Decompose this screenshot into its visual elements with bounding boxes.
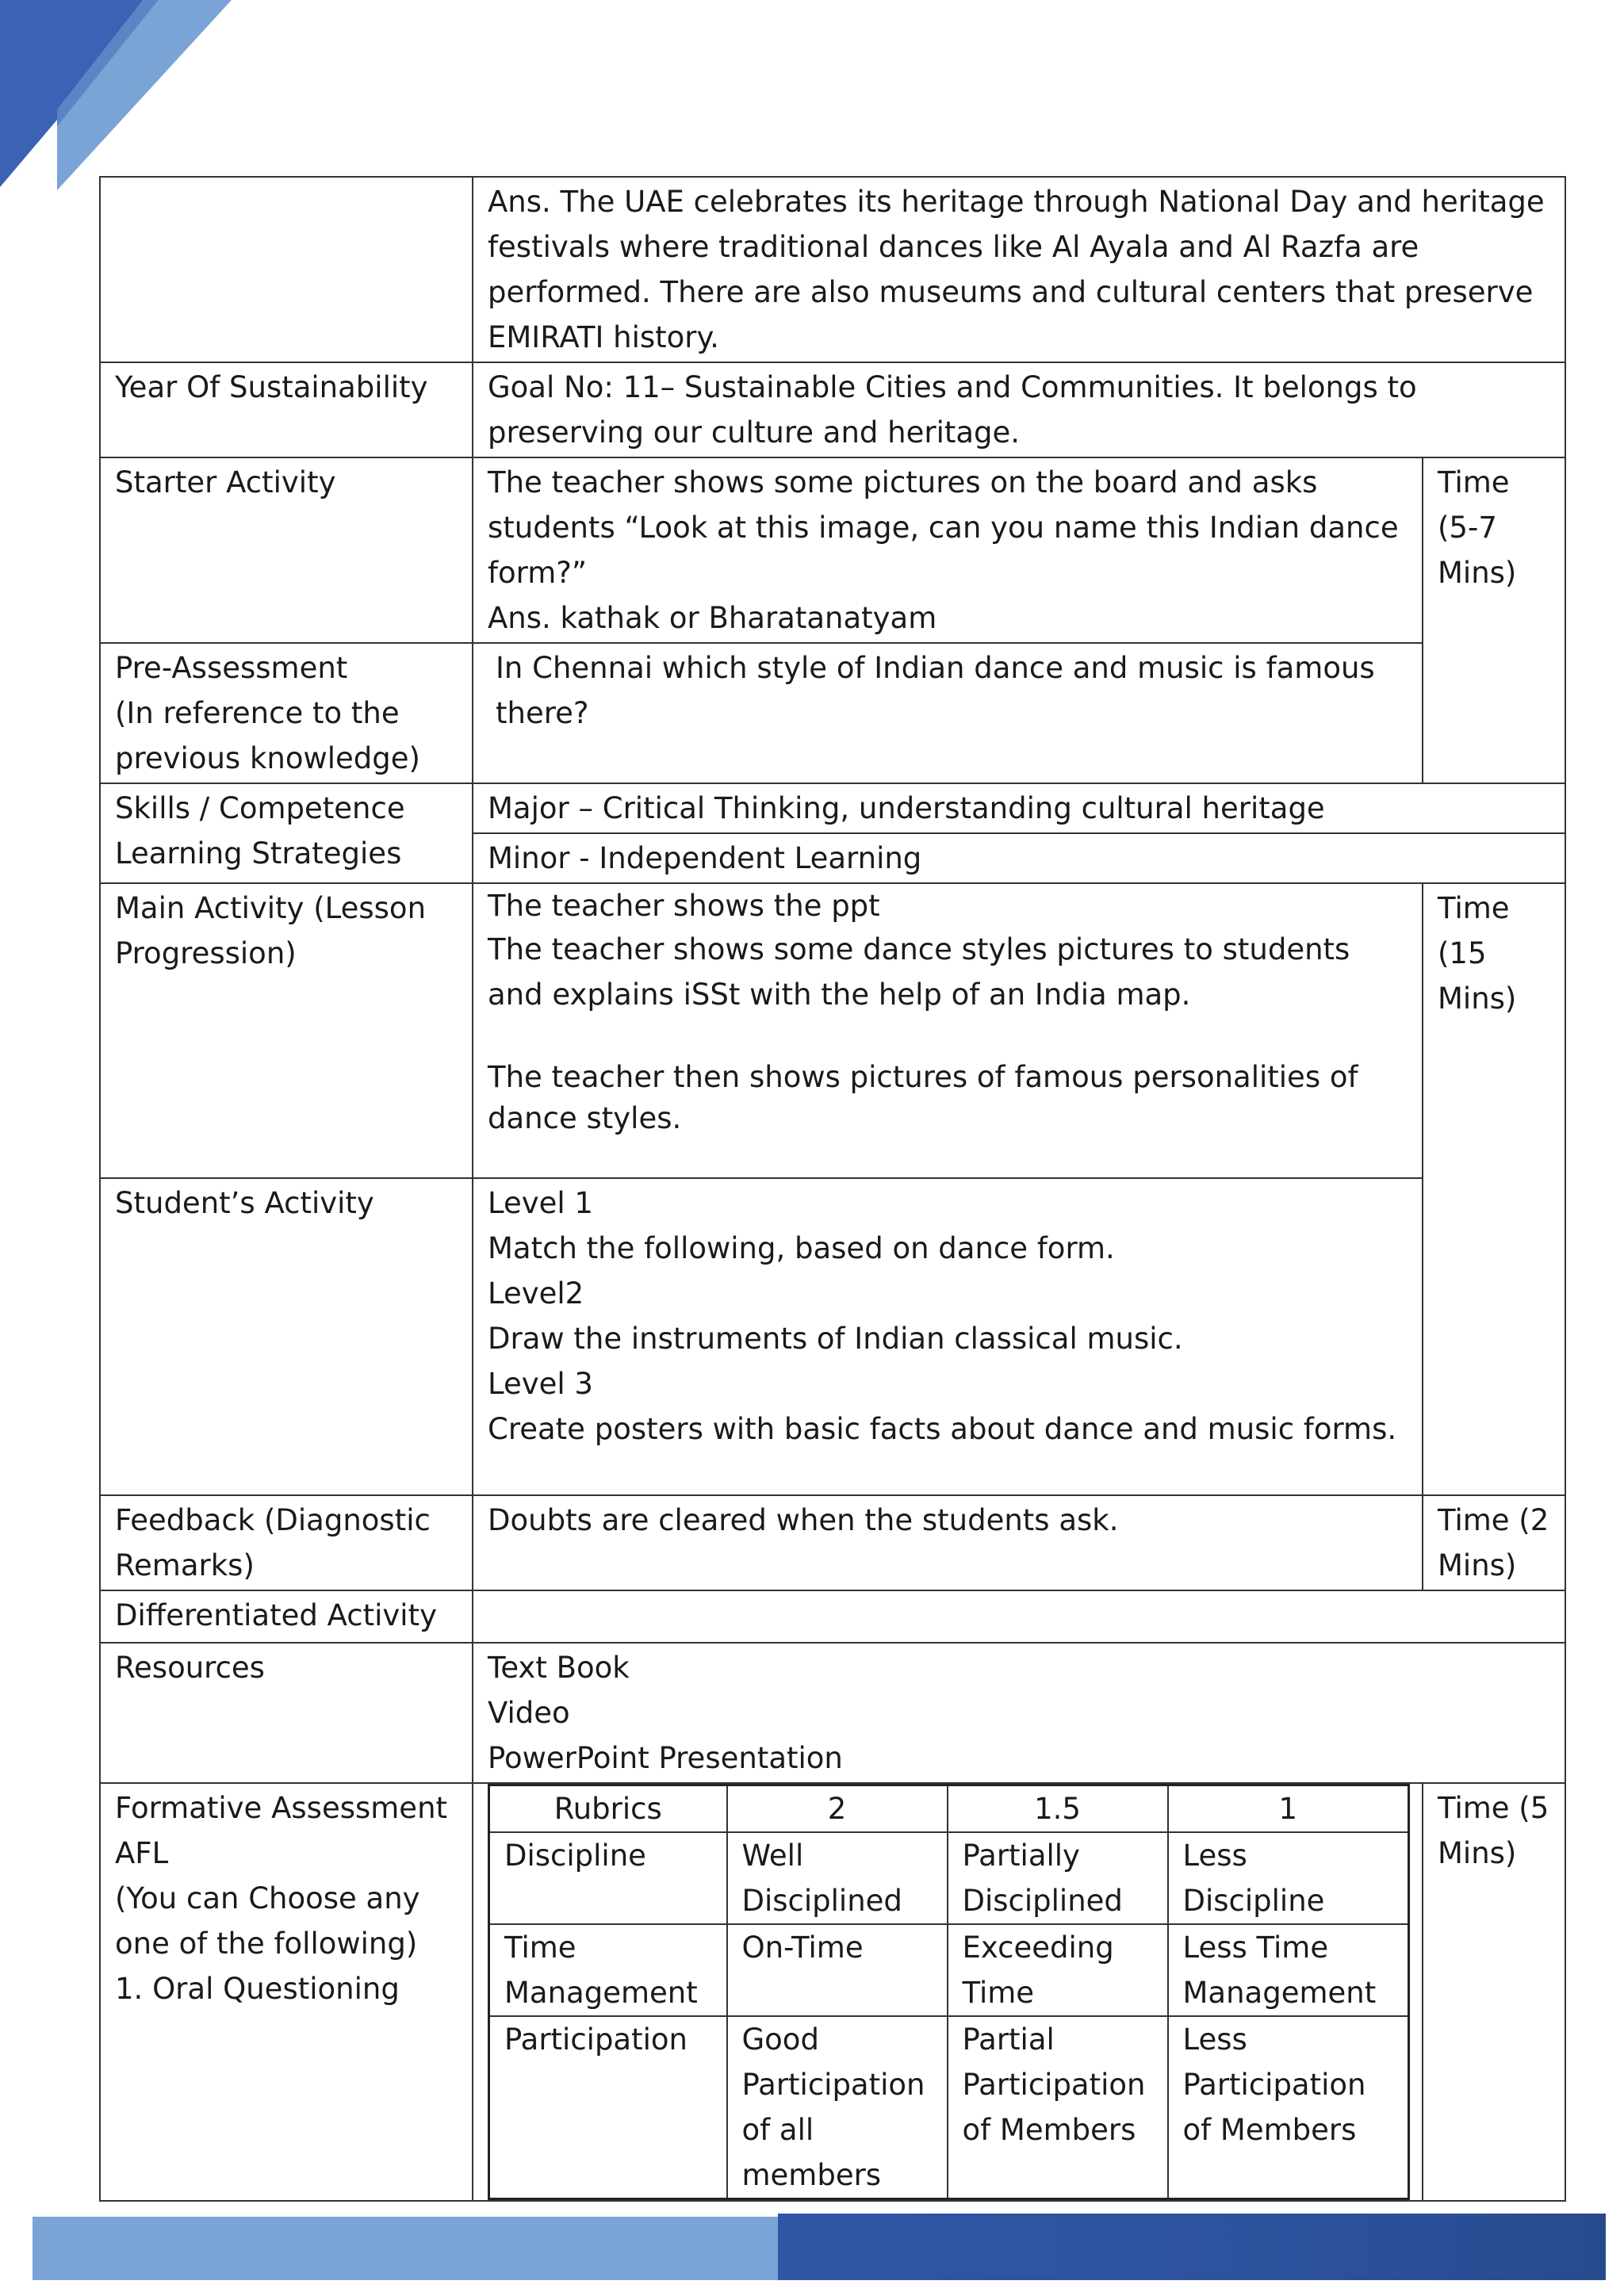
students-activity-content — [473, 1178, 1423, 1495]
differentiated-label: Differentiated Activity — [100, 1590, 473, 1643]
lesson-plan-table — [99, 176, 1566, 2202]
rubric-header: 1 — [1168, 1785, 1409, 1833]
starter-activity-row — [100, 457, 1565, 643]
main-activity-line3: The teacher then shows pictures of famous personalities of dance styles. — [488, 1060, 1358, 1135]
resource-item: Text Book — [488, 1651, 630, 1685]
level2-label: Level2 — [488, 1276, 584, 1311]
heritage-answer-row — [100, 177, 1565, 362]
resource-item: Video — [488, 1696, 570, 1730]
students-activity-label: Student’s Activity — [100, 1178, 473, 1495]
main-activity-line1: The teacher shows the ppt — [488, 889, 880, 923]
feedback-row — [100, 1495, 1565, 1590]
skills-label-line1: Skills / Competence — [115, 791, 405, 825]
rubric-cell-text: Exceeding Time — [948, 1924, 1168, 2016]
pre-assessment-row — [100, 643, 1565, 783]
rubric-cell-text: Participation — [489, 2016, 727, 2199]
level1-label: Level 1 — [488, 1186, 593, 1220]
main-activity-line2: The teacher shows some dance styles pictures to students and explains iSSt with the help of an India map. — [488, 932, 1350, 1012]
rubric-cell — [473, 1783, 1423, 2201]
pre-assessment-title: Pre-Assessment — [115, 651, 348, 685]
skills-major-row — [100, 783, 1565, 833]
rubric-cell-text: Less Discipline — [1168, 1832, 1409, 1924]
rubric-row — [489, 1924, 1409, 2016]
starter-activity-label: Starter Activity — [100, 457, 473, 643]
skills-label-line2: Learning Strategies — [115, 836, 402, 871]
formative-label-line1: Formative Assessment — [115, 1791, 448, 1825]
skills-major: Major – Critical Thinking, understanding cultural heritage — [473, 783, 1565, 833]
rubric-cell-text: Good Participation of all members — [727, 2016, 948, 2199]
formative-label-line3: (You can Choose any one of the following) — [115, 1881, 420, 1961]
starter-activity-text: The teacher shows some pictures on the board and asks students “Look at this image, can you name this Indian dance form?” — [488, 465, 1399, 590]
pre-assessment-label — [100, 643, 473, 783]
rubric-row — [489, 1832, 1409, 1924]
level3-task: Create posters with basic facts about dance and music forms. — [488, 1412, 1397, 1446]
footer-band — [33, 2214, 1606, 2280]
rubric-header-row — [489, 1785, 1409, 1833]
skills-label — [100, 783, 473, 883]
rubric-cell-text: Discipline — [489, 1832, 727, 1924]
feedback-time: Time (2 Mins) — [1423, 1495, 1565, 1590]
main-activity-time: Time (15 Mins) — [1423, 883, 1565, 1495]
formative-row — [100, 1783, 1565, 2201]
rubric-cell-text: Less Participation of Members — [1168, 2016, 1409, 2199]
sustainability-label: Year Of Sustainability — [100, 362, 473, 457]
feedback-text: Doubts are cleared when the students ask. — [473, 1495, 1423, 1590]
rubric-header: Rubrics — [489, 1785, 727, 1833]
main-activity-label: Main Activity (Lesson Progression) — [100, 883, 473, 1178]
resources-row — [100, 1643, 1565, 1783]
formative-label — [100, 1783, 473, 2201]
rubric-cell-text: Less Time Management — [1168, 1924, 1409, 2016]
level3-label: Level 3 — [488, 1367, 593, 1401]
starter-time: Time (5-7 Mins) — [1423, 457, 1565, 783]
rubric-cell-text: On-Time — [727, 1924, 948, 2016]
formative-label-line4: 1. Oral Questioning — [115, 1972, 400, 2006]
differentiated-row — [100, 1590, 1565, 1643]
formative-time: Time (5 Mins) — [1423, 1783, 1565, 2201]
rubric-cell-text: Time Management — [489, 1924, 727, 2016]
rubric-header: 2 — [727, 1785, 948, 1833]
resources-label: Resources — [100, 1643, 473, 1783]
sustainability-row — [100, 362, 1565, 457]
rubric-cell-text: Partial Participation of Members — [948, 2016, 1168, 2199]
differentiated-content — [473, 1590, 1565, 1643]
skills-minor: Minor - Independent Learning — [473, 833, 1565, 883]
rubric-header: 1.5 — [948, 1785, 1168, 1833]
heritage-answer-text: Ans. The UAE celebrates its heritage through National Day and heritage festivals where traditional dances like Al Ayala and Al Razfa are performed. There are also museums and cultural centers that preserve EMIRATI history. — [473, 177, 1565, 362]
rubric-table — [488, 1784, 1410, 2200]
level2-task: Draw the instruments of Indian classical music. — [488, 1322, 1183, 1356]
resource-item: PowerPoint Presentation — [488, 1741, 843, 1775]
formative-label-line2: AFL — [115, 1836, 169, 1870]
pre-assessment-question: In Chennai which style of Indian dance and music is famous there? — [496, 651, 1375, 730]
sustainability-text: Goal No: 11– Sustainable Cities and Communities. It belongs to preserving our culture and heritage. — [473, 362, 1565, 457]
starter-activity-answer: Ans. kathak or Bharatanatyam — [488, 601, 937, 635]
main-activity-row — [100, 883, 1565, 1178]
heritage-label-cell — [100, 177, 473, 362]
pre-assessment-subtitle: (In reference to the previous knowledge) — [115, 696, 420, 775]
corner-decoration — [0, 0, 238, 190]
feedback-label: Feedback (Diagnostic Remarks) — [100, 1495, 473, 1590]
main-activity-content — [473, 883, 1423, 1178]
resources-list — [473, 1643, 1565, 1783]
rubric-cell-text: Partially Disciplined — [948, 1832, 1168, 1924]
level1-task: Match the following, based on dance form. — [488, 1231, 1115, 1265]
rubric-cell-text: Well Disciplined — [727, 1832, 948, 1924]
starter-activity-content — [473, 457, 1423, 643]
students-activity-row — [100, 1178, 1565, 1495]
pre-assessment-text — [473, 643, 1423, 783]
rubric-row — [489, 2016, 1409, 2199]
